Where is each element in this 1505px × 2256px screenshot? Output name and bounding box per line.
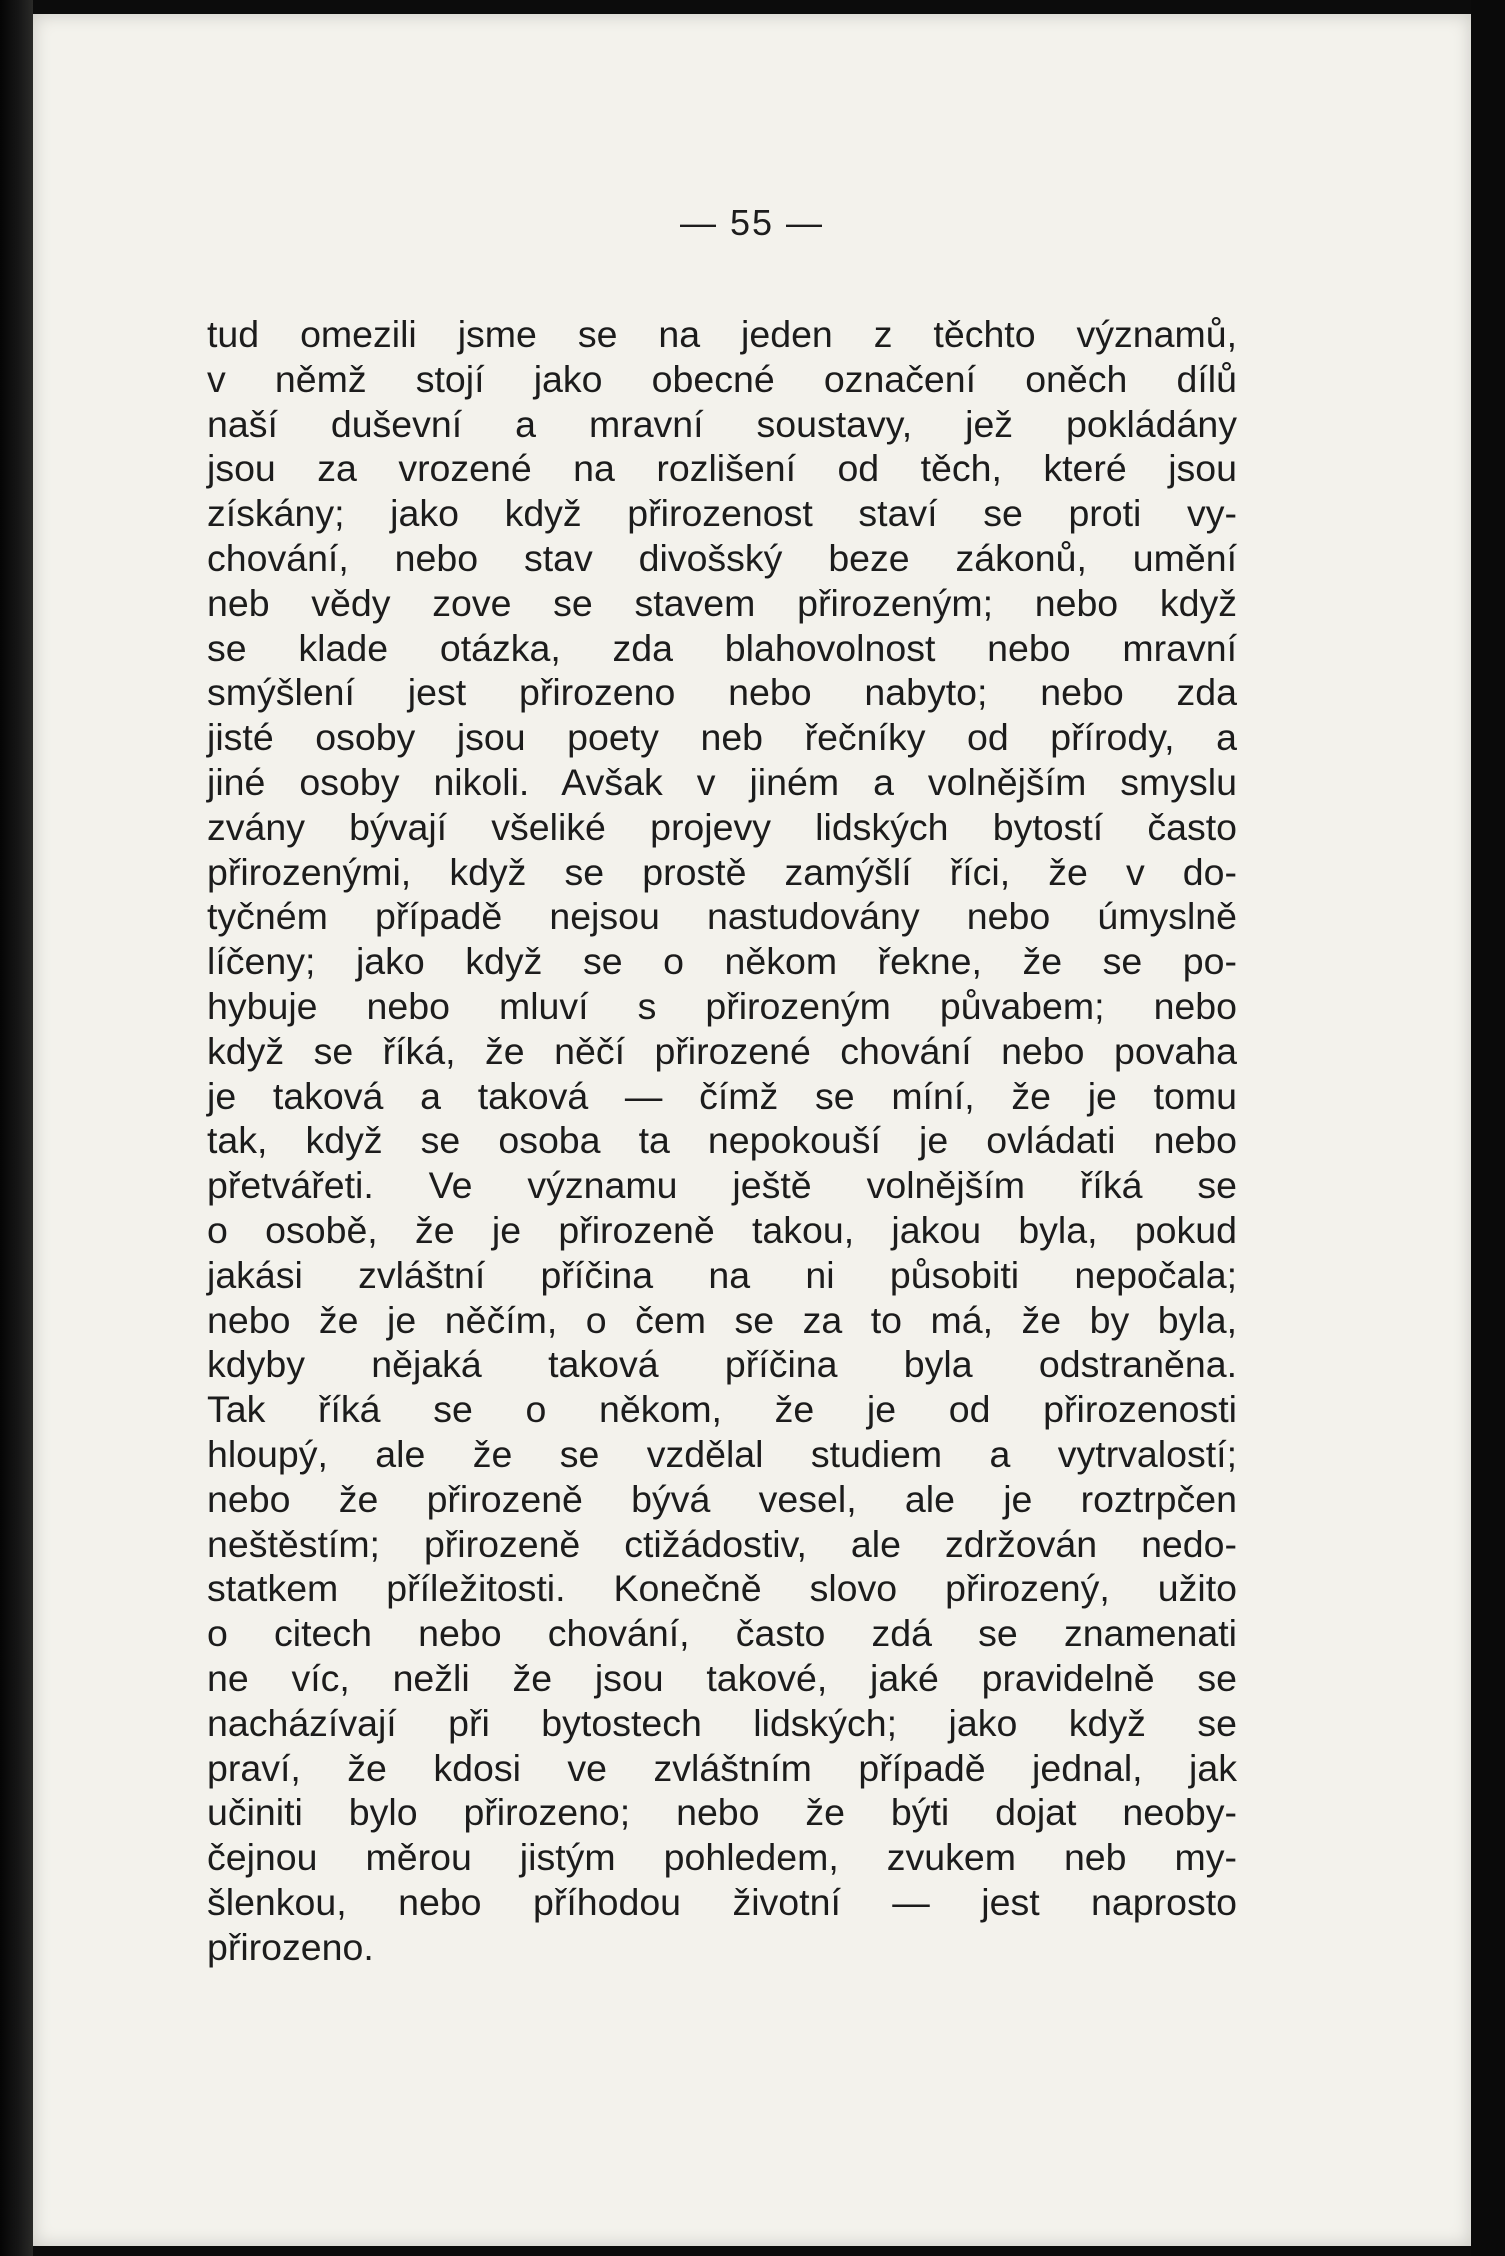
text-line: tyčném případě nejsou nastudovány nebo úmyslně bbox=[207, 895, 1237, 938]
text-line: líčeny; jako když se o někom řekne, že se po- bbox=[207, 940, 1237, 983]
text-line: se klade otázka, zda blahovolnost nebo mravní bbox=[207, 626, 1237, 669]
text-line: smýšlení jest přirozeno nebo nabyto; nebo zda bbox=[207, 671, 1237, 714]
text-line: v němž stojí jako obecné označení oněch dílů bbox=[207, 357, 1237, 400]
text-line: statkem příležitosti. Konečně slovo přirozený, užito bbox=[207, 1567, 1237, 1610]
scan-edge-right bbox=[1471, 0, 1505, 2256]
text-line: Tak říká se o někom, že je od přirozenosti bbox=[207, 1388, 1237, 1431]
book-spine-shadow bbox=[0, 0, 33, 2256]
text-line: přirozenými, když se prostě zamýšlí říci, že v do- bbox=[207, 850, 1237, 893]
text-line: jakási zvláštní příčina na ni působiti nepočala; bbox=[207, 1253, 1237, 1296]
text-line: nebo že přirozeně bývá vesel, ale je roztrpčen bbox=[207, 1477, 1237, 1520]
text-line: šlenkou, nebo příhodou životní — jest naprosto bbox=[207, 1880, 1237, 1923]
text-line: zvány bývají všeliké projevy lidských bytostí často bbox=[207, 805, 1237, 848]
text-line: o osobě, že je přirozeně takou, jakou byla, pokud bbox=[207, 1208, 1237, 1251]
text-line: získány; jako když přirozenost staví se proti vy- bbox=[207, 492, 1237, 535]
text-line: učiniti bylo přirozeno; nebo že býti dojat neoby- bbox=[207, 1791, 1237, 1834]
text-line: nebo že je něčím, o čem se za to má, že by byla, bbox=[207, 1298, 1237, 1341]
text-line: jisté osoby jsou poety neb řečníky od přírody, a bbox=[207, 716, 1237, 759]
text-line: tud omezili jsme se na jeden z těchto významů, bbox=[207, 313, 1237, 355]
text-line: hloupý, ale že se vzdělal studiem a vytrvalostí; bbox=[207, 1432, 1237, 1475]
text-line: naší duševní a mravní soustavy, jež pokládány bbox=[207, 402, 1237, 445]
text-line: praví, že kdosi ve zvláštním případě jednal, jak bbox=[207, 1746, 1237, 1789]
text-line: o citech nebo chování, často zdá se znamenati bbox=[207, 1612, 1237, 1655]
text-line: čejnou měrou jistým pohledem, zvukem neb my- bbox=[207, 1836, 1237, 1879]
text-line: neštěstím; přirozeně ctižádostiv, ale zdržován nedo- bbox=[207, 1522, 1237, 1565]
text-line: jiné osoby nikoli. Avšak v jiném a volnějším smyslu bbox=[207, 760, 1237, 803]
body-text bbox=[207, 312, 1237, 1969]
text-line: přetvářeti. Ve významu ještě volnějším říká se bbox=[207, 1164, 1237, 1207]
text-line: hybuje nebo mluví s přirozeným půvabem; nebo bbox=[207, 984, 1237, 1027]
book-page bbox=[33, 14, 1471, 2246]
text-line: nacházívají při bytostech lidských; jako když se bbox=[207, 1701, 1237, 1744]
text-line: ne víc, nežli že jsou takové, jaké pravidelně se bbox=[207, 1656, 1237, 1699]
text-line: kdyby nějaká taková příčina byla odstraněna. bbox=[207, 1343, 1237, 1386]
page-number: — 55 — bbox=[679, 202, 825, 243]
text-line: neb vědy zove se stavem přirozeným; nebo když bbox=[207, 581, 1237, 624]
text-line: jsou za vrozené na rozlišení od těch, které jsou bbox=[207, 447, 1237, 490]
text-line: tak, když se osoba ta nepokouší je ovládati nebo bbox=[207, 1119, 1237, 1162]
text-line: přirozeno. bbox=[207, 1925, 374, 1968]
text-line: chování, nebo stav divošský beze zákonů, umění bbox=[207, 536, 1237, 579]
text-line: když se říká, že něčí přirozené chování nebo povaha bbox=[207, 1029, 1237, 1072]
text-line: je taková a taková — čímž se míní, že je tomu bbox=[207, 1074, 1237, 1117]
